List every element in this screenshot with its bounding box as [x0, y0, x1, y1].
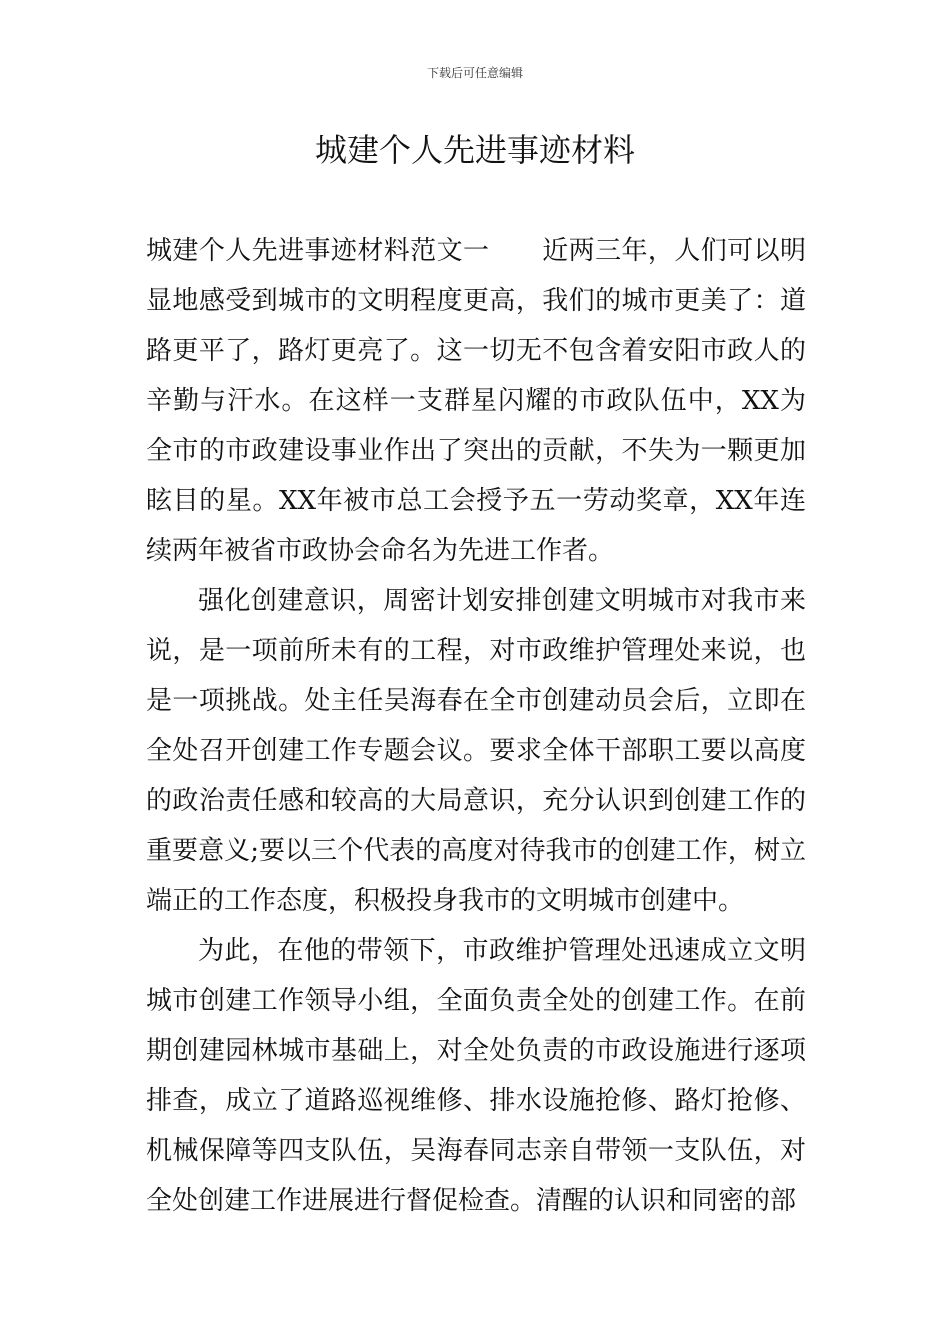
- document-body: [146, 226, 806, 1226]
- document-title: 城建个人先进事迹材料: [314, 131, 635, 169]
- paragraph-intro: 城建个人先进事迹材料范文一 近两三年，人们可以明显地感受到城市的文明程度更高，我们的城市更美了：道路更平了，路灯更亮了。这一切无不包含着安阳市政人的辛勤与汗水。在这样一支群星闪耀的市政队伍中，XX为全市的市政建设事业作出了突出的贡献，不失为一颗更加眩目的星。XX年被市总工会授予五一劳动奖章，XX年连续两年被省市政协会命名为先进工作者。: [146, 236, 806, 566]
- page-header-note: 下载后可任意编辑: [426, 66, 523, 80]
- paragraph-awareness: 强化创建意识，周密计划安排创建文明城市对我市来说，是一项前所未有的工程，对市政维护管理处来说，也是一项挑战。处主任吴海春在全市创建动员会后，立即在全处召开创建工作专题会议。要求全体干部职工要以高度的政治责任感和较高的大局意识，充分认识到创建工作的重要意义;要以三个代表的高度对待我市的创建工作，树立端正的工作态度，积极投身我市的文明城市创建中。: [146, 586, 806, 916]
- paragraph-leadership: 为此，在他的带领下，市政维护管理处迅速成立文明城市创建工作领导小组，全面负责全处的创建工作。在前期创建园林城市基础上，对全处负责的市政设施进行逐项排查，成立了道路巡视维修、排水设施抢修、路灯抢修、机械保障等四支队伍，吴海春同志亲自带领一支队伍，对全处创建工作进展进行督促检查。清醒的认识和同密的部: [146, 936, 806, 1216]
